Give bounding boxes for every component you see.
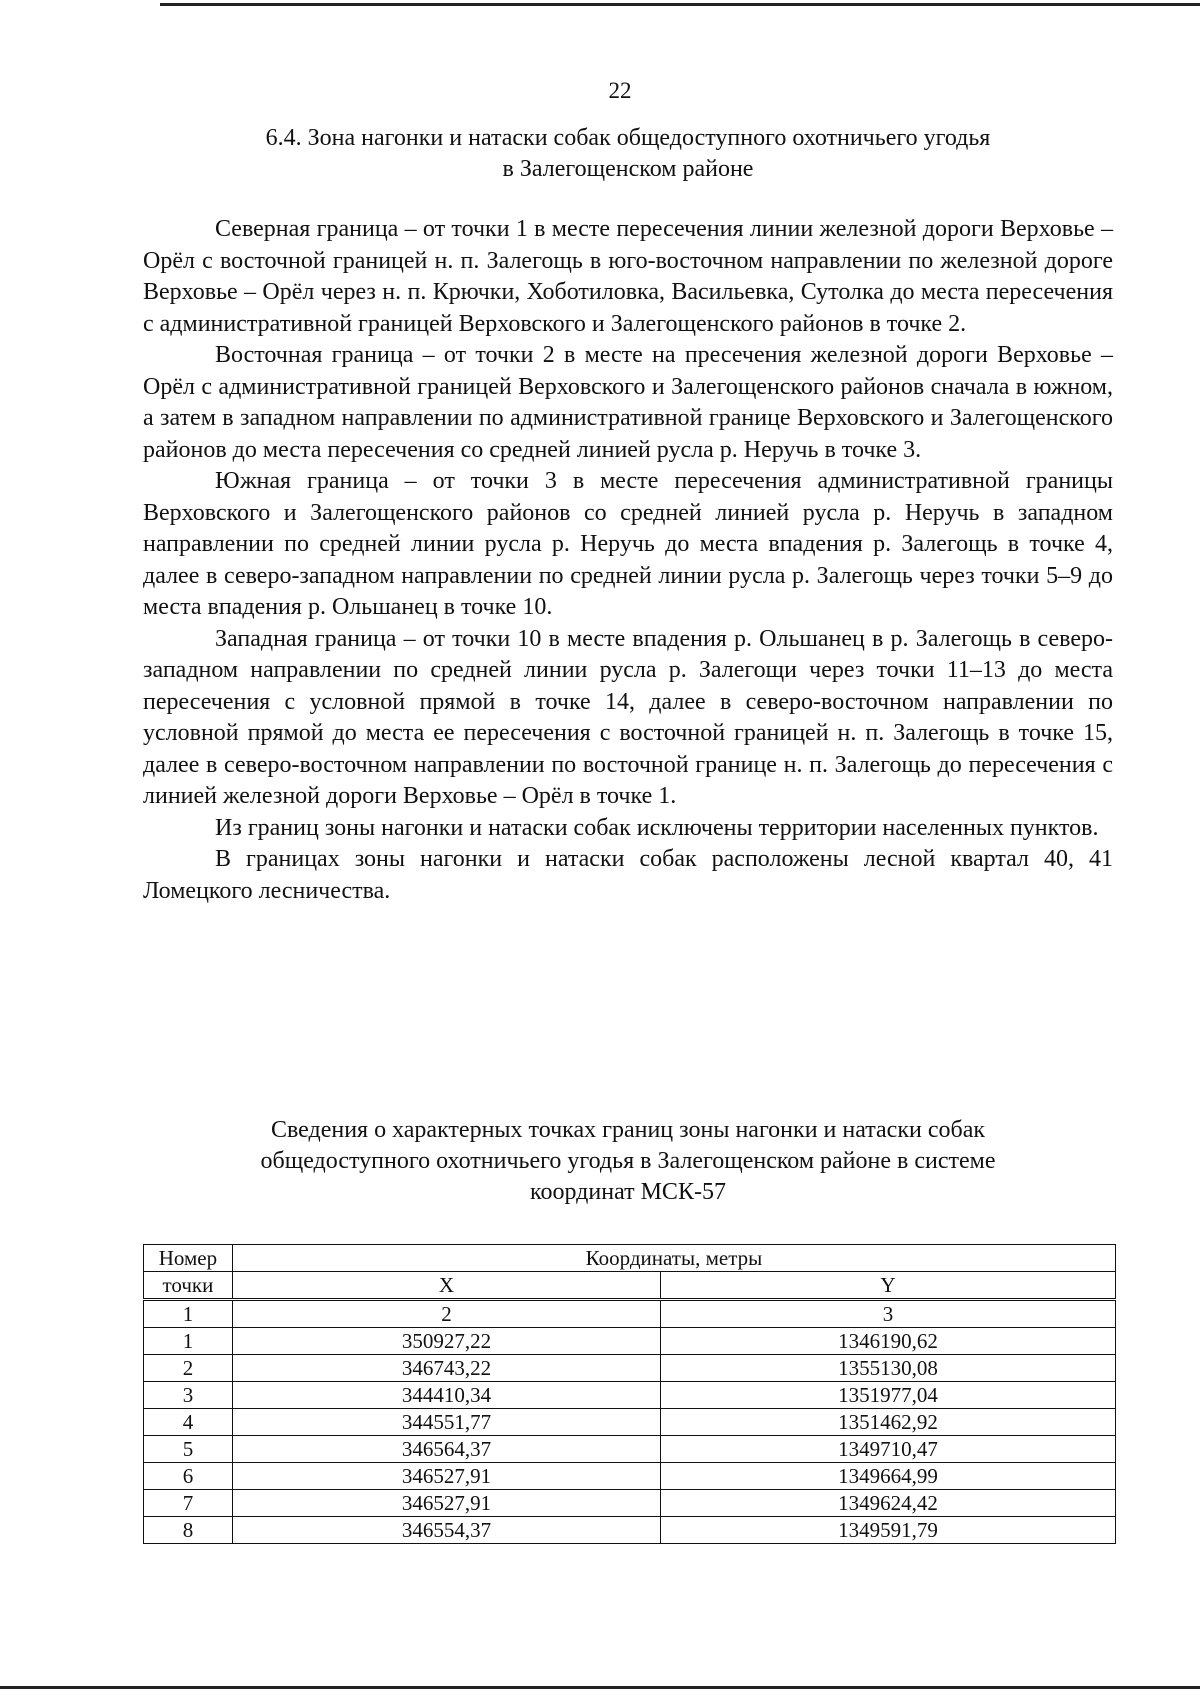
x-coordinate-cell: 344551,77 [232, 1409, 660, 1436]
table-row [144, 1517, 1116, 1544]
point-number-cell: 6 [144, 1463, 233, 1490]
header-point-number-line-2: точки [144, 1272, 233, 1300]
x-coordinate-cell: 346743,22 [232, 1355, 660, 1382]
section-title [143, 123, 1113, 185]
x-coordinate-cell: 346527,91 [232, 1463, 660, 1490]
y-coordinate-cell: 1346190,62 [660, 1328, 1115, 1355]
point-number-cell: 5 [144, 1436, 233, 1463]
point-number-cell: 8 [144, 1517, 233, 1544]
y-coordinate-cell: 1349664,99 [660, 1463, 1115, 1490]
table-caption-line-1: Сведения о характерных точках границ зоны нагонки и натаски собак [270, 1117, 986, 1143]
header-x: X [232, 1272, 660, 1300]
section-title-line-1: 6.4. Зона нагонки и натаски собак общедоступного охотничьего угодья [265, 125, 991, 151]
y-coordinate-cell: 1349624,42 [660, 1490, 1115, 1517]
table-row [144, 1355, 1116, 1382]
x-coordinate-cell: 350927,22 [232, 1328, 660, 1355]
x-coordinate-cell: 346527,91 [232, 1490, 660, 1517]
header-y: Y [660, 1272, 1115, 1300]
paragraph-exclusions: Из границ зоны нагонки и натаски собак исключены территории населенных пунктов. [215, 814, 1099, 841]
point-number-cell: 2 [144, 1355, 233, 1382]
table-row [144, 1382, 1116, 1409]
coordinates-table [143, 1244, 1116, 1544]
paragraph-west-boundary: Западная граница – от точки 10 в месте впадения р. Ольшанец в р. Залегощь в северо-западном направлении по средней линии русла р. Залегощи через точки 11–13 до места пересечения с условной прямой в точке 14, далее в северо-восточном направлении по условной прямой до места ее пересечения с восточной границей н. п. Залегощь в точке 15, далее в северо-восточном направлении по восточной границе н. п. Залегощь до пересечения с линией железной дороги Верховье – Орёл в точке 1. [143, 625, 1113, 809]
y-coordinate-cell: 1351977,04 [660, 1382, 1115, 1409]
point-number-cell: 4 [144, 1409, 233, 1436]
y-coordinate-cell: 1349591,79 [660, 1517, 1115, 1544]
table-caption-line-3: координат МСК-57 [530, 1179, 726, 1205]
column-number-2: 2 [232, 1300, 660, 1328]
body-text [143, 214, 1113, 907]
table-caption-line-2: общедоступного охотничьего угодья в Залегощенском районе в системе [260, 1148, 996, 1174]
y-coordinate-cell: 1351462,92 [660, 1409, 1115, 1436]
point-number-cell: 1 [144, 1328, 233, 1355]
top-border-line [160, 3, 1200, 6]
x-coordinate-cell: 346564,37 [232, 1436, 660, 1463]
table-row [144, 1328, 1116, 1355]
point-number-cell: 7 [144, 1490, 233, 1517]
bottom-border-line [0, 1686, 1200, 1689]
section-title-line-2: в Залегощенском районе [502, 156, 754, 182]
y-coordinate-cell: 1355130,08 [660, 1355, 1115, 1382]
y-coordinate-cell: 1349710,47 [660, 1436, 1115, 1463]
column-number-3: 3 [660, 1300, 1115, 1328]
table-subheader-row [144, 1272, 1116, 1300]
x-coordinate-cell: 344410,34 [232, 1382, 660, 1409]
table-caption [143, 1115, 1113, 1208]
x-coordinate-cell: 346554,37 [232, 1517, 660, 1544]
table-row [144, 1463, 1116, 1490]
page-number: 22 [608, 78, 632, 103]
point-number-cell: 3 [144, 1382, 233, 1409]
column-numbering-row [144, 1300, 1116, 1328]
paragraph-forest-quarters: В границах зоны нагонки и натаски собак расположены лесной квартал 40, 41 Ломецкого лесничества. [143, 846, 1113, 904]
paragraph-east-boundary: Восточная граница – от точки 2 в месте на пресечения железной дороги Верховье – Орёл с административной границей Верховского и Залегощенского районов сначала в южном, а затем в западном направлении по административной границе Верховского и Залегощенского районов до места пересечения со средней линией русла р. Неручь в точке 3. [143, 342, 1113, 463]
paragraph-north-boundary: Северная граница – от точки 1 в месте пересечения линии железной дороги Верховье – Орёл с восточной границей н. п. Залегощь в юго-восточном направлении по железной дороге Верховье – Орёл через н. п. Крючки, Хоботиловка, Васильевка, Сутолка до места пересечения с административной границей Верховского и Залегощенского районов в точке 2. [143, 216, 1113, 337]
paragraph-south-boundary: Южная граница – от точки 3 в месте пересечения административной границы Верховского и Залегощенского районов со средней линией русла р. Неручь в западном направлении по средней линии русла р. Неручь до места впадения р. Залегощь в точке 4, далее в северо-западном направлении по средней линии русла р. Залегощь через точки 5–9 до места впадения р. Ольшанец в точке 10. [143, 468, 1113, 620]
header-coordinates: Координаты, метры [232, 1245, 1115, 1272]
column-number-1: 1 [144, 1300, 233, 1328]
header-point-number: Номер [144, 1245, 233, 1272]
table-row [144, 1409, 1116, 1436]
table-row [144, 1436, 1116, 1463]
table-header-row [144, 1245, 1116, 1272]
table-row [144, 1490, 1116, 1517]
